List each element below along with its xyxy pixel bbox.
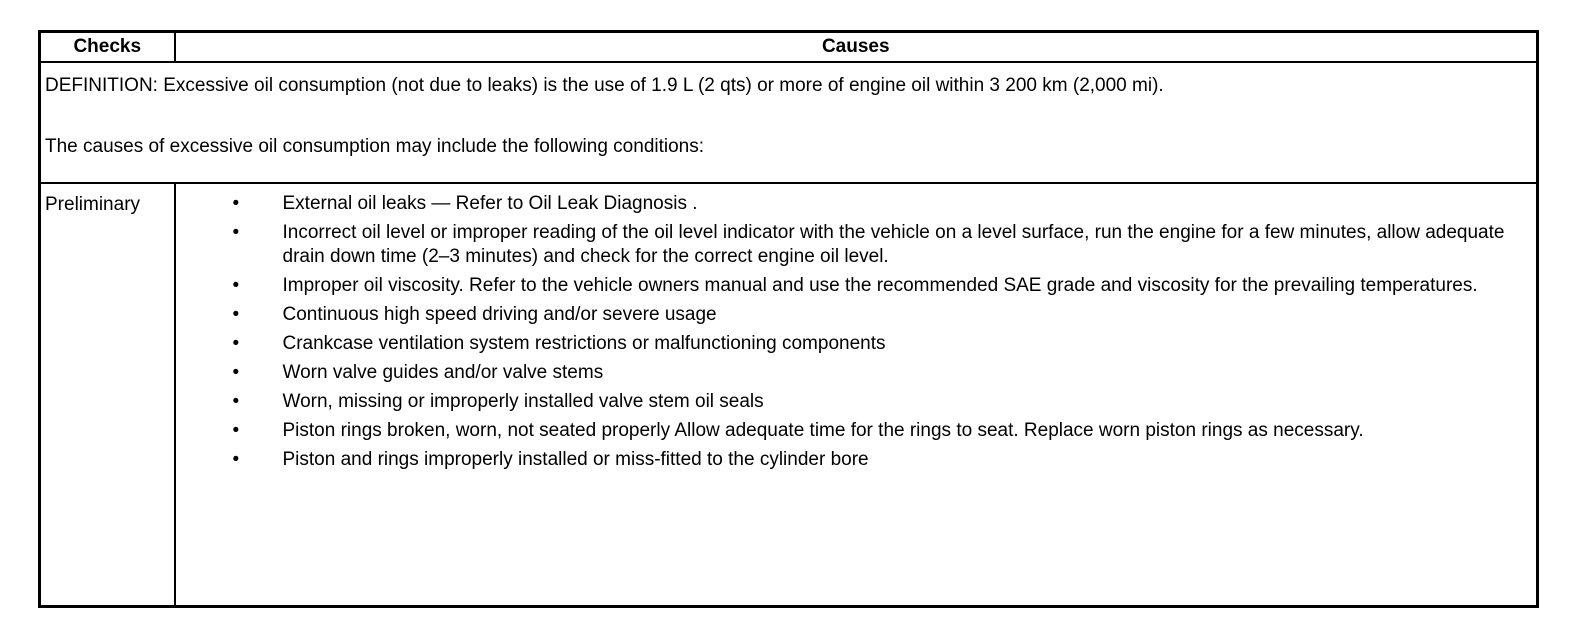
- list-item: [176, 448, 1529, 472]
- list-item: [176, 361, 1529, 385]
- diagnosis-table: [38, 30, 1539, 608]
- cause-text: Piston and rings improperly installed or miss-fitted to the cylinder bore: [282, 449, 869, 470]
- bullet-icon: •: [232, 222, 240, 243]
- list-item: [176, 221, 1529, 269]
- check-label: Preliminary: [40, 183, 175, 607]
- definition-row: [40, 62, 1538, 183]
- bullet-icon: •: [232, 193, 240, 214]
- list-item: [176, 419, 1529, 443]
- bullet-icon: •: [232, 391, 240, 412]
- table-header-row: [40, 32, 1538, 63]
- header-checks: Checks: [40, 32, 175, 63]
- cause-text: Continuous high speed driving and/or severe usage: [282, 304, 717, 325]
- definition-text: DEFINITION: Excessive oil consumption (not due to leaks) is the use of 1.9 L (2 qts) or more of engine oil within 3 200 km (2,000 mi).: [45, 75, 1164, 96]
- bullet-icon: •: [232, 304, 240, 325]
- cause-text: Worn valve guides and/or valve stems: [282, 362, 604, 383]
- list-item: [176, 192, 1529, 216]
- causes-list: [176, 192, 1529, 472]
- cause-text: Worn, missing or improperly installed valve stem oil seals: [282, 391, 764, 412]
- causes-intro-text: The causes of excessive oil consumption may include the following conditions:: [45, 136, 705, 157]
- cause-text: Improper oil viscosity. Refer to the vehicle owners manual and use the recommended SAE grade and viscosity for the prevailing temperatures.: [282, 275, 1478, 296]
- bullet-icon: •: [232, 420, 240, 441]
- list-item: [176, 390, 1529, 414]
- header-causes: Causes: [175, 32, 1538, 63]
- bullet-icon: •: [232, 449, 240, 470]
- cause-text: Piston rings broken, worn, not seated properly Allow adequate time for the rings to seat. Replace worn piston rings as necessary.: [282, 420, 1364, 441]
- bullet-icon: •: [232, 362, 240, 383]
- bullet-icon: •: [232, 275, 240, 296]
- table-row: [40, 183, 1538, 607]
- cause-text: Incorrect oil level or improper reading of the oil level indicator with the vehicle on a level surface, run the engine for a few minutes, allow adequate drain down time (2–3 minutes) and check for the correct engine oil level.: [282, 222, 1505, 267]
- list-item: [176, 303, 1529, 327]
- definition-cell: [40, 62, 1538, 183]
- causes-cell: [175, 183, 1538, 607]
- cause-text: Crankcase ventilation system restrictions or malfunctioning components: [282, 333, 886, 354]
- list-item: [176, 274, 1529, 298]
- cause-text: External oil leaks — Refer to Oil Leak Diagnosis .: [282, 193, 698, 214]
- list-item: [176, 332, 1529, 356]
- bullet-icon: •: [232, 333, 240, 354]
